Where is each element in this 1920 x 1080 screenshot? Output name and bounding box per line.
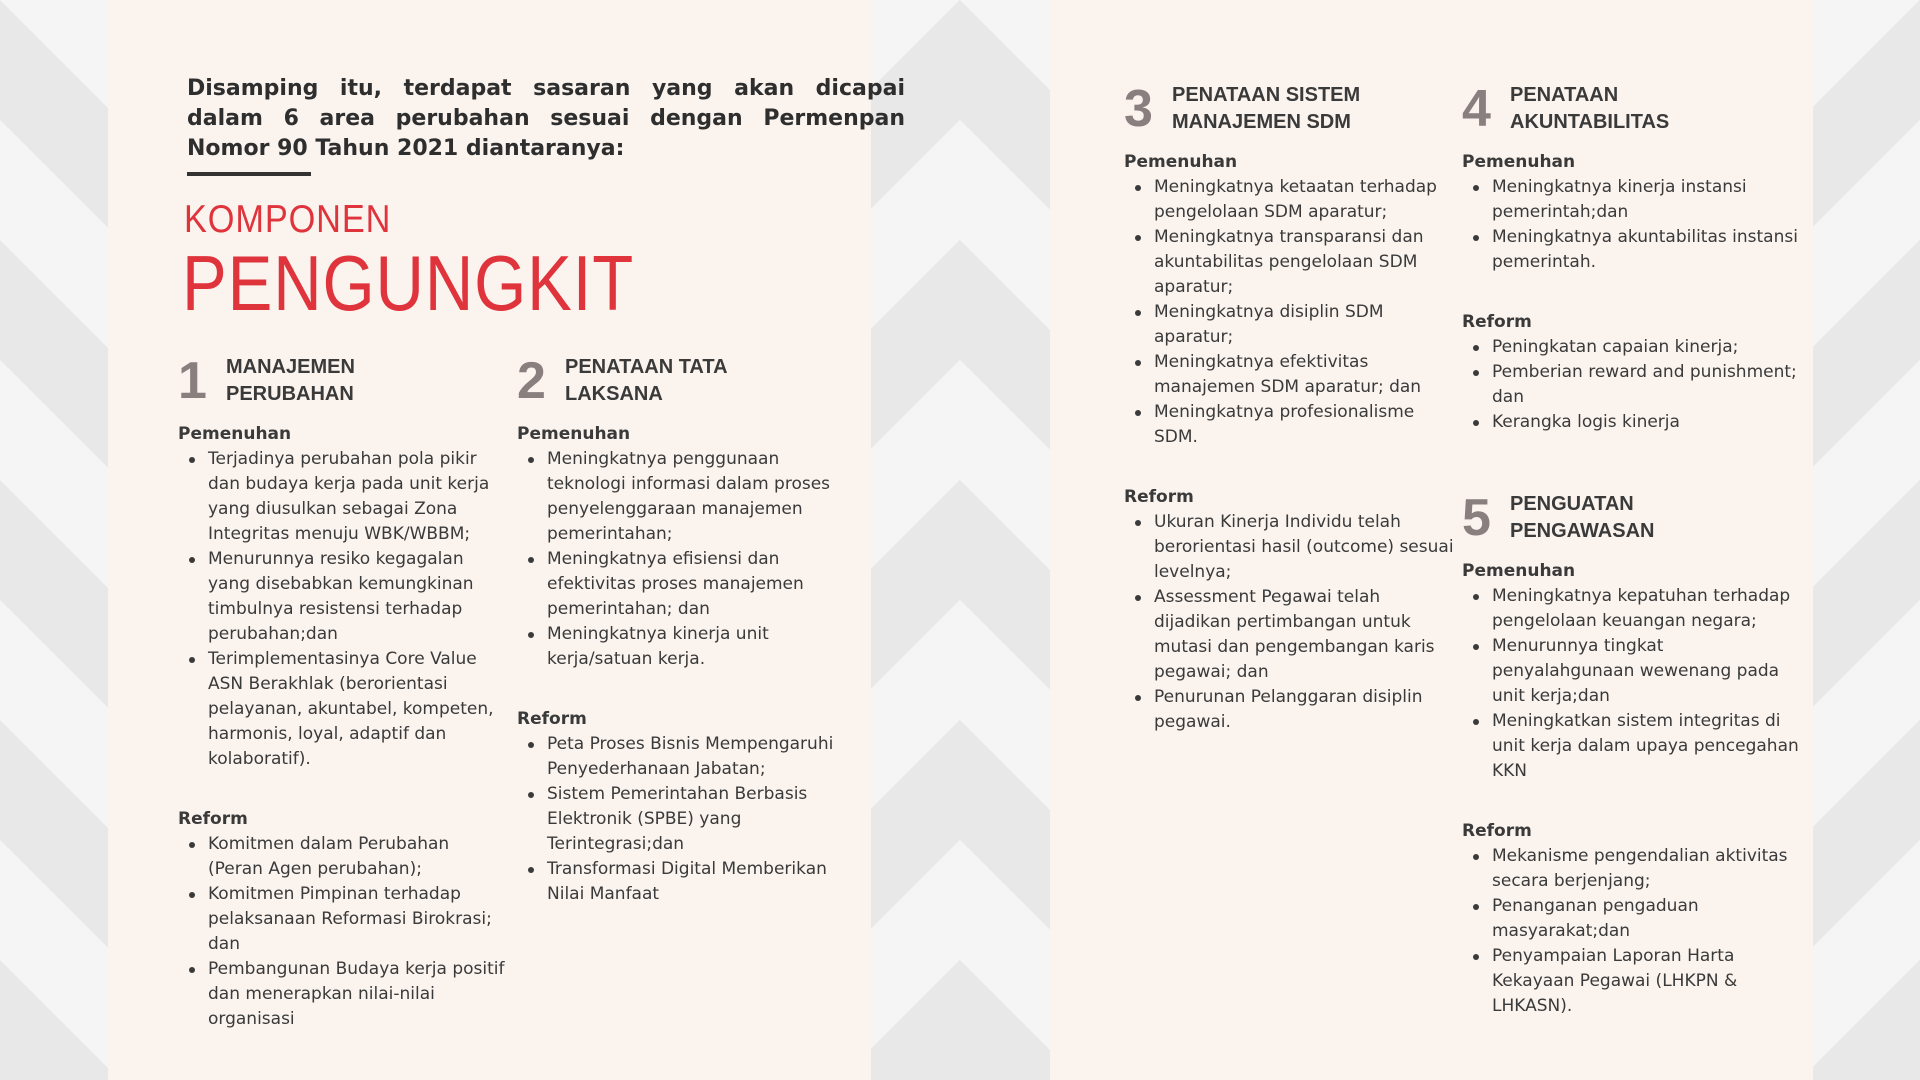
pemenuhan-list [517,447,857,672]
section-penataan-tata-laksana [517,350,857,907]
list-item: Sistem Pemerintahan Berbasis Elektronik (SPBE) yang Terintegrasi;dan [517,782,857,857]
section-number: 1 [178,352,207,410]
pemenuhan-heading: Pemenuhan [1124,152,1238,172]
list-item: Menurunnya resiko kegagalan yang disebabkan kemungkinan timbulnya resistensi terhadap perubahan;dan [178,547,508,647]
pemenuhan-list [1462,584,1802,784]
list-item: Mekanisme pengendalian aktivitas secara berjenjang; [1462,844,1802,894]
section-number: 3 [1124,80,1153,138]
section-header [1462,487,1802,549]
list-item: Meningkatnya penggunaan teknologi informasi dalam proses penyelenggaraan manajemen pemerintahan; [517,447,857,547]
pemenuhan-list [1124,175,1454,450]
section-manajemen-perubahan [178,350,508,1032]
list-item: Meningkatnya akuntabilitas instansi pemerintah. [1462,225,1802,275]
list-item: Pemberian reward and punishment; dan [1462,360,1802,410]
section-header [1462,78,1802,140]
reform-list [1462,335,1802,435]
list-item: Pembangunan Budaya kerja positif dan menerapkan nilai-nilai organisasi [178,957,508,1032]
title-komponen: KOMPONEN [184,198,392,241]
section-number: 2 [517,352,546,410]
title-divider [187,172,311,176]
section-penguatan-pengawasan [1462,487,1802,1019]
list-item: Ukuran Kinerja Individu telah berorientasi hasil (outcome) sesuai levelnya; [1124,510,1454,585]
pemenuhan-heading: Pemenuhan [178,424,292,444]
section-title: PENATAAN SISTEM MANAJEMEN SDM [1172,84,1361,133]
pemenuhan-list [1462,175,1802,275]
list-item: Meningkatnya profesionalisme SDM. [1124,400,1454,450]
list-item: Peta Proses Bisnis Mempengaruhi Penyederhanaan Jabatan; [517,732,857,782]
pemenuhan-heading: Pemenuhan [1462,561,1576,581]
reform-heading: Reform [178,809,248,829]
section-header [178,350,508,412]
left-page [108,0,905,1080]
list-item: Meningkatnya ketaatan terhadap pengelolaan SDM aparatur; [1124,175,1454,225]
section-header [517,350,857,412]
section-title: PENGUATAN PENGAWASAN [1510,493,1655,542]
list-item: Terimplementasinya Core Value ASN Berakhlak (berorientasi pelayanan, akuntabel, kompeten, harmonis, loyal, adaptif dan kolaboratif). [178,647,508,772]
list-item: Meningkatnya efisiensi dan efektivitas proses manajemen pemerintahan; dan [517,547,857,622]
list-item: Penurunan Pelanggaran disiplin pegawai. [1124,685,1454,735]
section-penataan-akuntabilitas [1462,78,1802,435]
reform-heading: Reform [1462,821,1532,841]
list-item: Kerangka logis kinerja [1462,410,1802,435]
list-item: Transformasi Digital Memberikan Nilai Manfaat [517,857,857,907]
list-item: Meningkatnya efektivitas manajemen SDM aparatur; dan [1124,350,1454,400]
pemenuhan-heading: Pemenuhan [517,424,631,444]
pemenuhan-list [178,447,508,772]
list-item: Meningkatnya kinerja unit kerja/satuan kerja. [517,622,857,672]
list-item: Meningkatnya kepatuhan terhadap pengelolaan keuangan negara; [1462,584,1802,634]
section-title: PENATAAN TATA LAKSANA [565,356,728,405]
section-number: 4 [1462,80,1491,138]
reform-heading: Reform [1124,487,1194,507]
reform-list [517,732,857,907]
reform-heading: Reform [517,709,587,729]
list-item: Terjadinya perubahan pola pikir dan budaya kerja pada unit kerja yang diusulkan sebagai Zona Integritas menuju WBK/WBBM; [178,447,508,547]
list-item: Assessment Pegawai telah dijadikan pertimbangan untuk mutasi dan pengembangan karis pegawai; dan [1124,585,1454,685]
list-item: Meningkatnya disiplin SDM aparatur; [1124,300,1454,350]
list-item: Penanganan pengaduan masyarakat;dan [1462,894,1802,944]
list-item: Meningkatnya transparansi dan akuntabilitas pengelolaan SDM aparatur; [1124,225,1454,300]
right-page [1050,0,1813,1080]
reform-heading: Reform [1462,312,1532,332]
intro-paragraph: Disamping itu, terdapat sasaran yang akan dicapai dalam 6 area perubahan sesuai dengan Permenpan Nomor 90 Tahun 2021 diantaranya: [187,76,905,161]
reform-list [1124,510,1454,735]
section-title: MANAJEMEN PERUBAHAN [226,356,355,405]
list-item: Peningkatan capaian kinerja; [1462,335,1802,360]
section-header [1124,78,1454,140]
list-item: Komitmen Pimpinan terhadap pelaksanaan Reformasi Birokrasi; dan [178,882,508,957]
list-item: Meningkatkan sistem integritas di unit kerja dalam upaya pencegahan KKN [1462,709,1802,784]
list-item: Menurunnya tingkat penyalahgunaan wewenang pada unit kerja;dan [1462,634,1802,709]
list-item: Meningkatnya kinerja instansi pemerintah;dan [1462,175,1802,225]
pemenuhan-heading: Pemenuhan [1462,152,1576,172]
section-penataan-sistem-sdm [1124,78,1454,735]
title-pengungkit: PENGUNGKIT [182,239,635,327]
list-item: Komitmen dalam Perubahan (Peran Agen perubahan); [178,832,508,882]
list-item: Penyampaian Laporan Harta Kekayaan Pegawai (LHKPN & LHKASN). [1462,944,1802,1019]
reform-list [1462,844,1802,1019]
section-title: PENATAAN AKUNTABILITAS [1510,84,1670,133]
reform-list [178,832,508,1032]
section-number: 5 [1462,489,1491,547]
